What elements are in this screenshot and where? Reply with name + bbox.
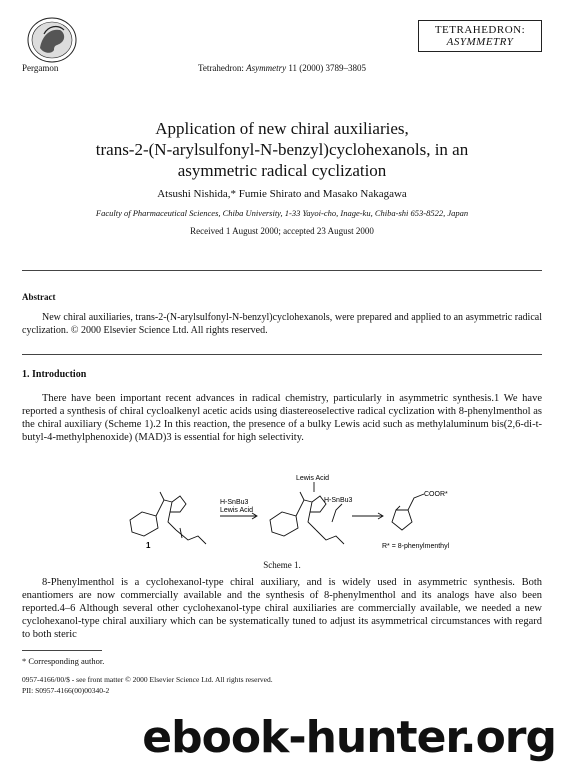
section-heading: 1. Introduction (22, 369, 87, 380)
watermark: ebook-hunter.org (142, 712, 556, 763)
abstract-heading: Abstract (22, 292, 56, 302)
footnote-divider (22, 650, 102, 651)
affiliation: Faculty of Pharmaceutical Sciences, Chiba University, 1-33 Yayoi-cho, Inage-ku, Chiba-shi 653-8522, Japan (95, 208, 469, 218)
lewis-acid-label: Lewis Acid (296, 475, 330, 482)
divider (22, 270, 542, 271)
article-title: Application of new chiral auxiliaries, trans-2-(N-arylsulfonyl-N-benzyl)cyclohexanols, in an asymmetric radical cyclization (95, 119, 469, 180)
publisher-logo (24, 16, 80, 64)
reagent-2-label: H-SnBu3 (324, 497, 353, 504)
brand-line-1: TETRAHEDRON: (434, 24, 526, 36)
publisher-name: Pergamon (22, 63, 59, 73)
reagent-1-line-1: H-SnBu3 (220, 499, 249, 506)
intro-paragraph-1: There have been important recent advances in radical chemistry, particularly in asymmetric synthesis.1 We have reported a synthesis of chiral cycloalkenyl acetic acids using diastereoselective radical cyclization with 8-phenylmenthol as the chiral auxiliary (Scheme 1).2 In this reaction, the presence of a bulky Lewis acid such as methylaluminum bis(2,6-di-t-butyl-4-methylphenoxide) (MAD)3 is essential for high selectivity. (22, 393, 542, 443)
reagent-1-line-2: Lewis Acid (220, 507, 254, 514)
intro-paragraph-2: 8-Phenylmenthol is a cyclohexanol-type chiral auxiliary, and is widely used in asymmetric synthesis. Both enantiomers are now commercially available and the synthesis of 8-phenylmenthol and its analogs have also been reported.4–6 Although several other cyclohexanol-type chiral auxiliaries are commercially available, we needed a new cyclohexanol-type chiral auxiliary which can be systematically tuned to adjust its asymmetrical circumstances with regard to both steric (22, 577, 542, 640)
compound-number: 1 (146, 541, 151, 550)
authors: Atsushi Nishida,* Fumie Shirato and Masako Nakagawa (157, 188, 407, 200)
footnote: * Corresponding author. (22, 656, 105, 666)
product-ester-label: COOR* (424, 491, 448, 498)
r-star-definition: R* = 8-phenylmenthyl (382, 543, 450, 550)
journal-brand-box (418, 20, 542, 52)
issn-line: 0957-4166/00/$ - see front matter © 2000 Elsevier Science Ltd. All rights reserved. (22, 675, 273, 684)
pii-line: PII: S0957-4166(00)00340-2 (22, 686, 110, 695)
scheme-1-diagram (120, 470, 520, 560)
divider (22, 354, 542, 355)
received-dates: Received 1 August 2000; accepted 23 August 2000 (190, 226, 374, 236)
journal-citation: Tetrahedron: Asymmetry 11 (2000) 3789–3805 (197, 63, 367, 73)
abstract-text: New chiral auxiliaries, trans-2-(N-arylsulfonyl-N-benzyl)cyclohexanols, were prepared and applied to an asymmetric radical cyclization. © 2000 Elsevier Science Ltd. All rights reserved. (22, 312, 542, 336)
brand-line-2: ASYMMETRY (446, 36, 514, 48)
scheme-caption: Scheme 1. (263, 560, 301, 570)
